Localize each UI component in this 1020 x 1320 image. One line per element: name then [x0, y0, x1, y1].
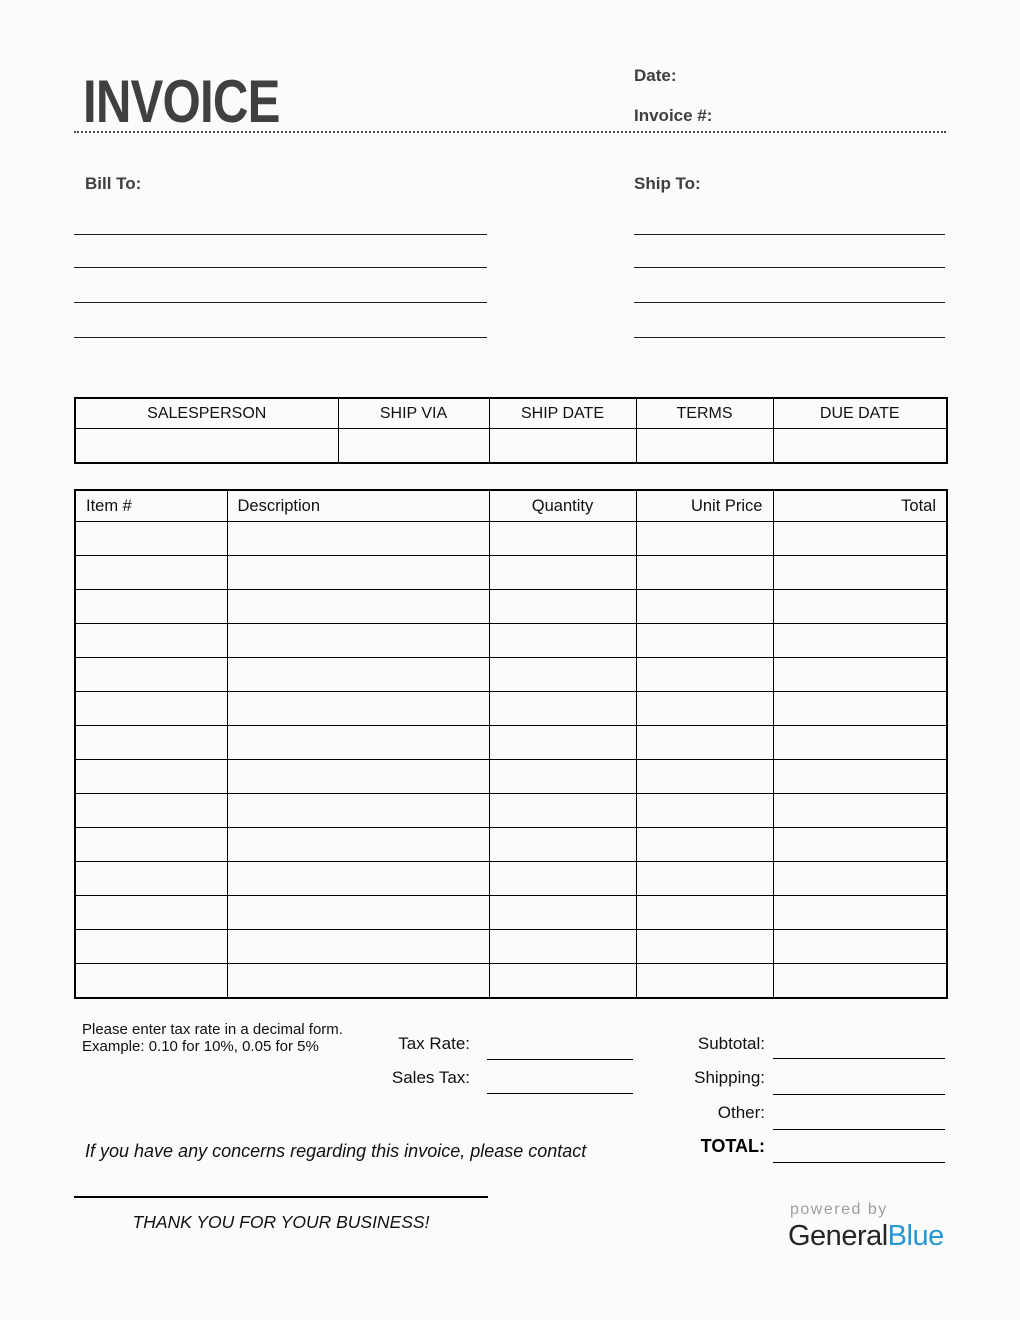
- item-cell[interactable]: [227, 930, 489, 964]
- item-cell[interactable]: [75, 896, 227, 930]
- bill-to-line-3[interactable]: [74, 302, 487, 303]
- bill-to-line-4[interactable]: [74, 337, 487, 338]
- contact-line[interactable]: [74, 1196, 488, 1198]
- item-cell[interactable]: [773, 828, 947, 862]
- item-cell[interactable]: [773, 930, 947, 964]
- other-label: Other:: [717, 1103, 765, 1122]
- item-cell[interactable]: [75, 556, 227, 590]
- description-header: Description: [227, 490, 489, 522]
- item-row: [75, 760, 947, 794]
- item-cell[interactable]: [489, 794, 636, 828]
- terms-header: TERMS: [636, 398, 773, 429]
- item-cell[interactable]: [75, 828, 227, 862]
- header-divider: [74, 131, 946, 133]
- item-cell[interactable]: [489, 930, 636, 964]
- contact-note: If you have any concerns regarding this invoice, please contact: [85, 1141, 587, 1161]
- item-cell[interactable]: [773, 624, 947, 658]
- item-cell[interactable]: [773, 964, 947, 999]
- item-cell[interactable]: [636, 522, 773, 556]
- line-items-header-row: [75, 490, 947, 522]
- item-cell[interactable]: [636, 828, 773, 862]
- ship-to-line-4[interactable]: [634, 337, 945, 338]
- item-cell[interactable]: [636, 930, 773, 964]
- item-cell[interactable]: [489, 590, 636, 624]
- item-cell[interactable]: [489, 726, 636, 760]
- item-cell[interactable]: [227, 692, 489, 726]
- ship-to-line-2[interactable]: [634, 267, 945, 268]
- item-cell[interactable]: [489, 556, 636, 590]
- tax-rate-field[interactable]: [487, 1059, 633, 1060]
- item-cell[interactable]: [489, 658, 636, 692]
- item-cell[interactable]: [75, 692, 227, 726]
- powered-by-text: powered by: [790, 1201, 888, 1218]
- item-cell[interactable]: [227, 828, 489, 862]
- item-cell[interactable]: [489, 828, 636, 862]
- due-date-cell[interactable]: [773, 429, 947, 464]
- ship-date-cell[interactable]: [489, 429, 636, 464]
- item-cell[interactable]: [227, 964, 489, 999]
- ship-to-line-1[interactable]: [634, 234, 945, 235]
- item-cell[interactable]: [489, 964, 636, 999]
- item-row: [75, 964, 947, 999]
- item-cell[interactable]: [227, 658, 489, 692]
- brand-general-text: General: [788, 1220, 888, 1252]
- item-cell[interactable]: [636, 862, 773, 896]
- item-cell[interactable]: [636, 794, 773, 828]
- item-cell[interactable]: [75, 658, 227, 692]
- brand-blue-text: Blue: [887, 1220, 944, 1252]
- item-cell[interactable]: [636, 556, 773, 590]
- total-label: TOTAL:: [700, 1136, 765, 1156]
- general-blue-logo: [788, 1201, 948, 1251]
- item-cell[interactable]: [75, 794, 227, 828]
- shipping-info-header-row: [75, 398, 947, 429]
- item-cell[interactable]: [75, 726, 227, 760]
- item-cell[interactable]: [75, 624, 227, 658]
- sales-tax-label: Sales Tax:: [391, 1068, 470, 1087]
- item-cell[interactable]: [489, 760, 636, 794]
- item-cell[interactable]: [773, 556, 947, 590]
- ship-to-label: Ship To:: [634, 174, 701, 193]
- ship-via-cell[interactable]: [338, 429, 489, 464]
- item-cell[interactable]: [636, 896, 773, 930]
- item-cell[interactable]: [773, 726, 947, 760]
- item-cell[interactable]: [75, 862, 227, 896]
- item-cell[interactable]: [489, 862, 636, 896]
- item-row: [75, 556, 947, 590]
- bill-to-line-1[interactable]: [74, 234, 487, 235]
- item-cell[interactable]: [227, 896, 489, 930]
- item-row: [75, 590, 947, 624]
- item-cell[interactable]: [227, 726, 489, 760]
- total-header: Total: [773, 490, 947, 522]
- item-cell[interactable]: [636, 964, 773, 999]
- item-cell[interactable]: [773, 862, 947, 896]
- item-cell[interactable]: [773, 522, 947, 556]
- item-cell[interactable]: [773, 658, 947, 692]
- page-title: INVOICE: [83, 68, 280, 135]
- item-cell[interactable]: [75, 590, 227, 624]
- item-cell[interactable]: [227, 760, 489, 794]
- salesperson-cell[interactable]: [75, 429, 338, 464]
- tax-rate-note-line2: Example: 0.10 for 10%, 0.05 for 5%: [82, 1037, 319, 1055]
- shipping-info-table: [74, 397, 948, 464]
- line-items-table: [74, 489, 948, 999]
- tax-rate-note: [82, 1022, 382, 1055]
- item-row: [75, 624, 947, 658]
- quantity-header: Quantity: [489, 490, 636, 522]
- bill-to-line-2[interactable]: [74, 267, 487, 268]
- item-row: [75, 930, 947, 964]
- invoice-number-label: Invoice #:: [634, 106, 713, 125]
- sales-tax-field[interactable]: [487, 1093, 633, 1094]
- brand-wordmark: [788, 1221, 948, 1251]
- item-row: [75, 896, 947, 930]
- item-cell[interactable]: [227, 556, 489, 590]
- item-cell[interactable]: [227, 794, 489, 828]
- item-cell[interactable]: [636, 590, 773, 624]
- item-cell[interactable]: [75, 760, 227, 794]
- total-field[interactable]: [773, 1162, 945, 1163]
- item-cell[interactable]: [227, 624, 489, 658]
- item-cell[interactable]: [489, 896, 636, 930]
- thank-you-text: THANK YOU FOR YOUR BUSINESS!: [132, 1212, 430, 1232]
- item-cell[interactable]: [75, 522, 227, 556]
- shipping-field[interactable]: [773, 1094, 945, 1095]
- shipping-label: Shipping:: [694, 1068, 765, 1087]
- item-cell[interactable]: [773, 590, 947, 624]
- item-cell[interactable]: [489, 624, 636, 658]
- item-cell[interactable]: [773, 794, 947, 828]
- item-row: [75, 658, 947, 692]
- item-row: [75, 828, 947, 862]
- tax-rate-note-line1: Please enter tax rate in a decimal form.: [82, 1021, 343, 1038]
- other-field[interactable]: [773, 1129, 945, 1130]
- item-cell[interactable]: [636, 692, 773, 726]
- ship-to-line-3[interactable]: [634, 302, 945, 303]
- subtotal-field[interactable]: [773, 1058, 945, 1059]
- due-date-header: DUE DATE: [773, 398, 947, 429]
- item-cell[interactable]: [489, 522, 636, 556]
- item-cell[interactable]: [773, 896, 947, 930]
- shipping-info-value-row: [75, 429, 947, 464]
- item-row: [75, 794, 947, 828]
- item-cell[interactable]: [636, 624, 773, 658]
- item-row: [75, 522, 947, 556]
- item-number-header: Item #: [75, 490, 227, 522]
- item-cell[interactable]: [636, 726, 773, 760]
- items-table-body: [75, 522, 947, 999]
- ship-via-header: SHIP VIA: [338, 398, 489, 429]
- terms-cell[interactable]: [636, 429, 773, 464]
- item-cell[interactable]: [773, 760, 947, 794]
- item-cell[interactable]: [227, 590, 489, 624]
- item-cell[interactable]: [773, 692, 947, 726]
- item-cell[interactable]: [489, 692, 636, 726]
- unit-price-header: Unit Price: [636, 490, 773, 522]
- ship-date-header: SHIP DATE: [489, 398, 636, 429]
- item-cell[interactable]: [636, 658, 773, 692]
- item-cell[interactable]: [636, 760, 773, 794]
- item-row: [75, 726, 947, 760]
- bill-to-label: Bill To:: [85, 174, 142, 193]
- subtotal-label: Subtotal:: [697, 1034, 765, 1053]
- item-cell[interactable]: [75, 930, 227, 964]
- salesperson-header: SALESPERSON: [75, 398, 338, 429]
- item-cell[interactable]: [75, 964, 227, 999]
- item-cell[interactable]: [227, 522, 489, 556]
- item-row: [75, 692, 947, 726]
- date-label: Date:: [634, 66, 677, 85]
- item-cell[interactable]: [227, 862, 489, 896]
- tax-rate-label: Tax Rate:: [398, 1034, 470, 1053]
- item-row: [75, 862, 947, 896]
